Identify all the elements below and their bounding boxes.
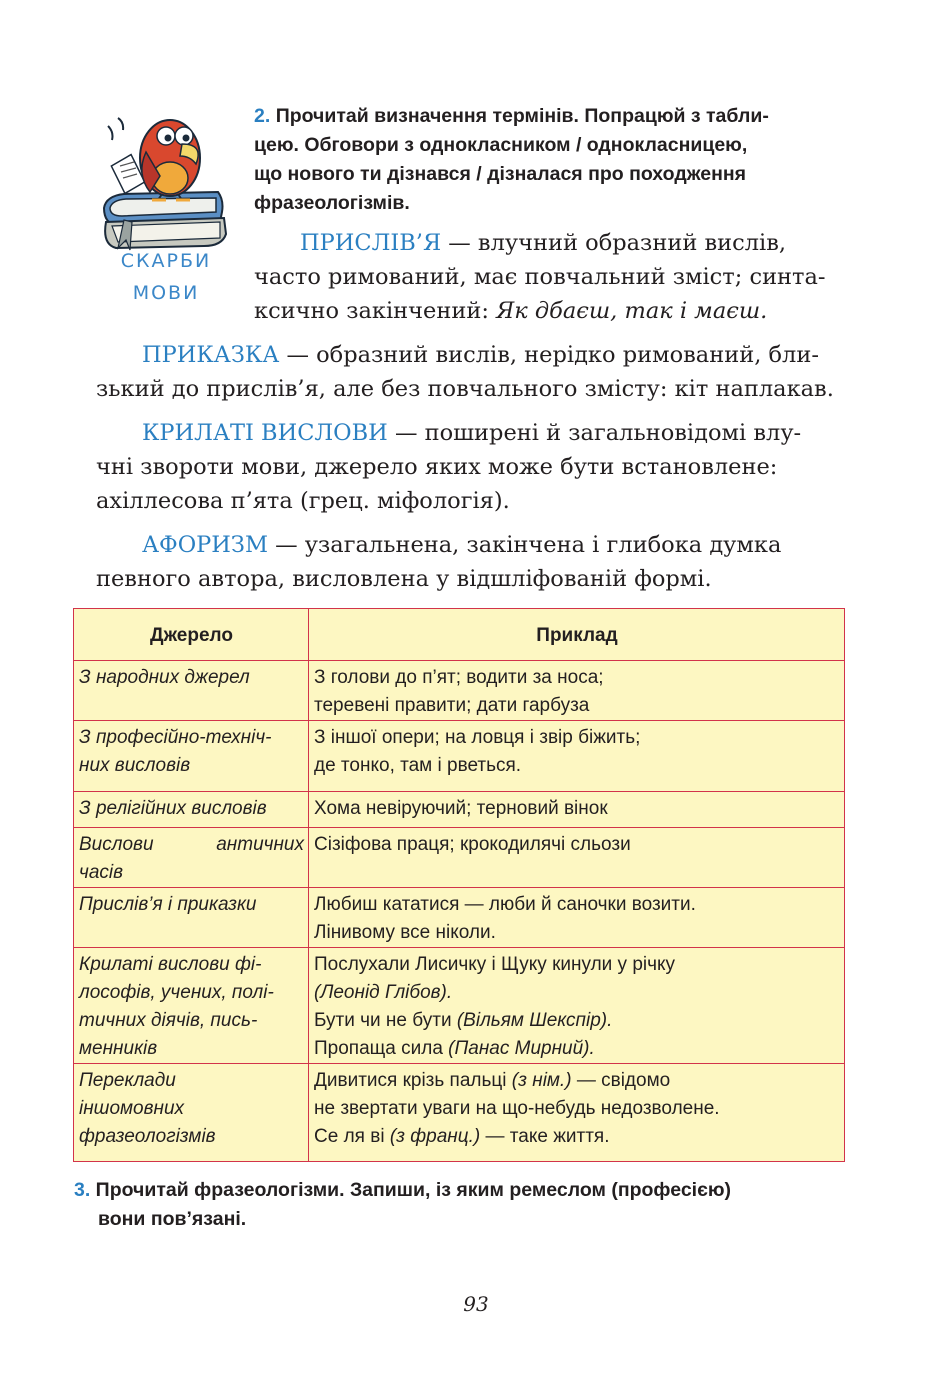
table-row: [74, 661, 845, 721]
definition-proverb: [254, 226, 844, 328]
source-cell: З релігійних висловів: [74, 792, 309, 828]
skarby-movy-mascot: [96, 100, 236, 315]
definition-winged-expressions: [96, 416, 846, 518]
term-saying: ПРИКАЗКА: [142, 342, 280, 368]
definition-saying-line-2: зький до прислів’я, але без повчального змісту: кіт наплакав.: [96, 376, 834, 402]
column-header-example: Приклад: [309, 609, 845, 661]
source-cell: З професійно-техніч- них висловів: [74, 721, 309, 792]
source-cell: Вислови античних часів: [74, 828, 309, 888]
table-row: [74, 888, 845, 948]
table-row: [74, 1064, 845, 1162]
definition-aphorism-line-2: певного автора, висловлена у відшліфованій формі.: [96, 566, 712, 592]
example-cell: З голови до п’ят; водити за носа; теревені правити; дати гарбуза: [309, 661, 845, 721]
definition-winged-line-2: чні звороти мови, джерело яких може бути встановлене:: [96, 454, 778, 480]
task-2-instructions: [254, 102, 850, 218]
phraseology-sources-table: [73, 608, 845, 1162]
term-proverb: ПРИСЛІВ’Я: [300, 230, 442, 256]
definition-winged-line-1: КРИЛАТІ ВИСЛОВИ — поширені й загальновідомі влу-: [142, 420, 802, 446]
task-2-line-3: що нового ти дізнався / дізналася про походження: [254, 163, 747, 185]
mascot-word-movy: МОВИ: [132, 282, 200, 304]
definition-proverb-line-1: ПРИСЛІВ’Я — влучний образний вислів,: [300, 230, 787, 256]
table-header-row: [74, 609, 845, 661]
source-cell: Переклади іншомовних фразеологізмів: [74, 1064, 309, 1162]
task-3-line-1: 3. Прочитай фразеологізми. Запиши, із яким ремеслом (професією): [74, 1179, 731, 1201]
definition-winged-line-3: ахіллесова п’ята (грец. міфологія).: [96, 488, 510, 514]
mascot-word-skarby: СКАРБИ: [120, 250, 212, 272]
example-cell: Дивитися крізь пальці (з нім.) — свідомо не звертати уваги на що-небудь недозволене. Се ля ві (з франц.) — таке життя.: [309, 1064, 845, 1162]
example-cell: Сізіфова праця; крокодилячі сльози: [309, 828, 845, 888]
source-cell: Крилаті вислови фі- лософів, учених, полі- тичних діячів, пись- менників: [74, 948, 309, 1064]
source-cell: Прислів’я і приказки: [74, 888, 309, 948]
task-3-line-2: вони пов’язані.: [98, 1208, 247, 1230]
definition-saying: [96, 338, 846, 406]
table-row: [74, 828, 845, 888]
column-header-source: Джерело: [74, 609, 309, 661]
example-cell: Хома невіруючий; терновий вінок: [309, 792, 845, 828]
term-winged-expressions: КРИЛАТІ ВИСЛОВИ: [142, 420, 388, 446]
task-2-number: 2.: [254, 105, 271, 127]
definition-proverb-line-2: часто римований, має повчальний зміст; синта-: [254, 264, 826, 290]
task-2-line-1: 2. Прочитай визначення термінів. Попрацюй з табли-: [254, 105, 769, 127]
task-3-number: 3.: [74, 1179, 91, 1201]
page-number: 93: [463, 1292, 489, 1316]
task-3-instructions: [74, 1176, 854, 1234]
table-row: [74, 948, 845, 1064]
task-2-line-4: фразеологізмів.: [254, 192, 410, 214]
definition-saying-line-1: ПРИКАЗКА — образний вислів, нерідко римований, бли-: [142, 342, 819, 368]
table-row: [74, 792, 845, 828]
definition-aphorism: [96, 528, 846, 596]
example-cell: З іншої опери; на ловця і звір біжить; де тонко, там і рветься.: [309, 721, 845, 792]
example-cell: Послухали Лисичку і Щуку кинули у річку (Леонід Глібов). Бути чи не бути (Вільям Шекспір). Пропаща сила (Панас Мирний).: [309, 948, 845, 1064]
example-cell: Любиш кататися — люби й саночки возити. Лінивому все ніколи.: [309, 888, 845, 948]
table-row: [74, 721, 845, 792]
source-cell: З народних джерел: [74, 661, 309, 721]
parrot-on-books-icon: [96, 100, 236, 260]
task-2-line-2: цею. Обговори з однокласником / однокласницею,: [254, 134, 748, 156]
definition-aphorism-line-1: АФОРИЗМ — узагальнена, закінчена і глибока думка: [142, 532, 782, 558]
proverb-example: Як дбаєш, так і маєш.: [496, 298, 768, 324]
definition-proverb-line-3: ксично закінчений: Як дбаєш, так і маєш.: [254, 298, 768, 324]
term-aphorism: АФОРИЗМ: [142, 532, 268, 558]
